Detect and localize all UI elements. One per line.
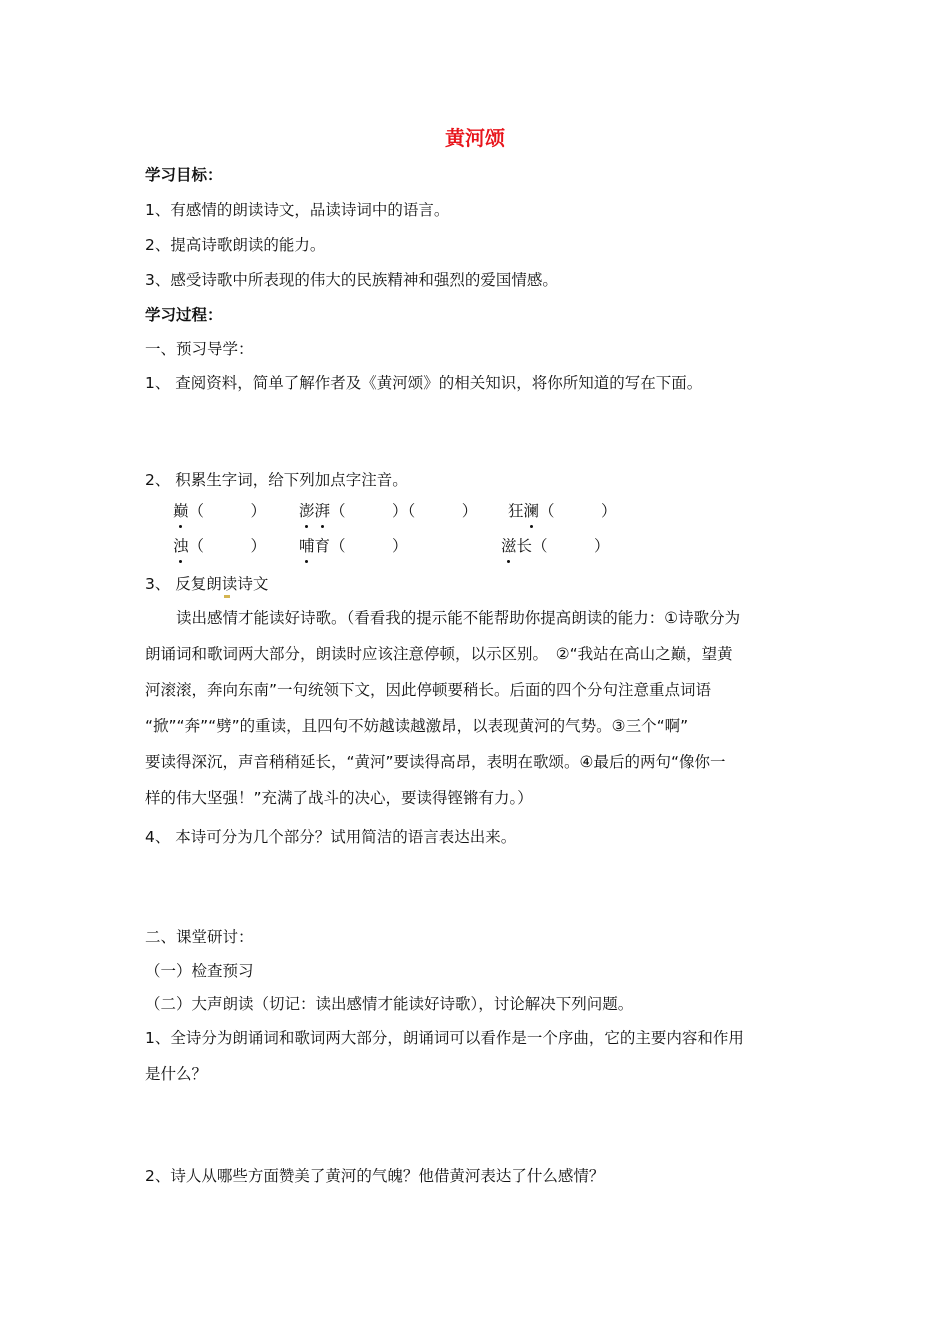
section-heading: 二、课堂研讨：	[145, 928, 254, 946]
subsection-heading: （一）检查预习	[145, 962, 254, 980]
dotted-char: 湃	[314, 502, 331, 520]
paragraph-line: 要读得深沉，声音稍稍延长，“黄河”要读得高昂，表明在歌颂。④最后的两句“像你一	[145, 753, 726, 771]
question-1: 1、 查阅资料，简单了解作者及《黄河颂》的相关知识，将你所知道的写在下面。	[145, 374, 703, 392]
question-3-heading	[145, 573, 268, 595]
answer-blank: （ ）	[539, 502, 617, 520]
goals-heading: 学习目标：	[145, 166, 223, 184]
vocab-item	[508, 500, 617, 522]
discussion-question-1-cont: 是什么？	[145, 1065, 208, 1083]
dotted-char: 滋	[501, 537, 517, 555]
section-heading: 一、预习导学：	[145, 340, 254, 358]
goal-item: 2、提高诗歌朗读的能力。	[145, 236, 326, 254]
dotted-char: 澜	[523, 502, 540, 520]
vocab-item	[299, 535, 408, 557]
dotted-char: 哺	[299, 537, 315, 555]
vocab-item	[173, 500, 266, 522]
marked-char: 读	[221, 575, 238, 593]
dotted-char: 浊	[173, 537, 189, 555]
paragraph-line: 样的伟大坚强！”充满了战斗的决心，要读得铿锵有力。）	[145, 789, 533, 807]
plain-char: 育	[314, 537, 331, 555]
discussion-question-2: 2、诗人从哪些方面赞美了黄河的气魄？他借黄河表达了什么感情？	[145, 1167, 605, 1185]
question-4: 4、 本诗可分为几个部分？试用简洁的语言表达出来。	[145, 828, 517, 846]
goal-item: 1、有感情的朗读诗文，品读诗词中的语言。	[145, 201, 450, 219]
answer-blank: （ ）（ ）	[330, 502, 478, 520]
answer-blank: （ ）	[188, 502, 267, 520]
paragraph-line: 读出感情才能读好诗歌。（看看我的提示能不能帮助你提高朗读的能力：①诗歌分为	[176, 609, 741, 627]
process-heading: 学习过程：	[145, 306, 223, 324]
plain-char: 长	[516, 537, 533, 555]
heading-text: 3、 反复朗	[145, 575, 222, 593]
vocab-item	[299, 500, 477, 522]
dotted-char: 巅	[173, 502, 189, 520]
heading-text: 诗文	[237, 575, 269, 593]
subsection-heading: （二）大声朗读（切记：读出感情才能读好诗歌），讨论解决下列问题。	[145, 995, 634, 1013]
vocab-item	[501, 535, 610, 557]
paragraph-line: “掀”“奔”“劈”的重读，且四句不妨越读越激昂，以表现黄河的气势。③三个“啊”	[145, 717, 689, 735]
question-2: 2、 积累生字词，给下列加点字注音。	[145, 471, 408, 489]
paragraph-line: 朗诵词和歌词两大部分，朗读时应该注意停顿，以示区别。 ②“我站在高山之巅，望黄	[145, 645, 733, 663]
discussion-question-1: 1、全诗分为朗诵词和歌词两大部分，朗诵词可以看作是一个序曲，它的主要内容和作用	[145, 1029, 744, 1047]
answer-blank: （ ）	[188, 537, 267, 555]
answer-blank: （ ）	[532, 537, 610, 555]
vocab-item	[173, 535, 266, 557]
answer-blank: （ ）	[330, 537, 408, 555]
paragraph-line: 河滚滚，奔向东南”一句统领下文，因此停顿要稍长。后面的四个分句注意重点词语	[145, 681, 712, 699]
goal-item: 3、感受诗歌中所表现的伟大的民族精神和强烈的爱国情感。	[145, 271, 558, 289]
plain-char: 狂	[508, 502, 524, 520]
page-title: 黄河颂	[445, 126, 505, 150]
dotted-char: 澎	[299, 502, 315, 520]
